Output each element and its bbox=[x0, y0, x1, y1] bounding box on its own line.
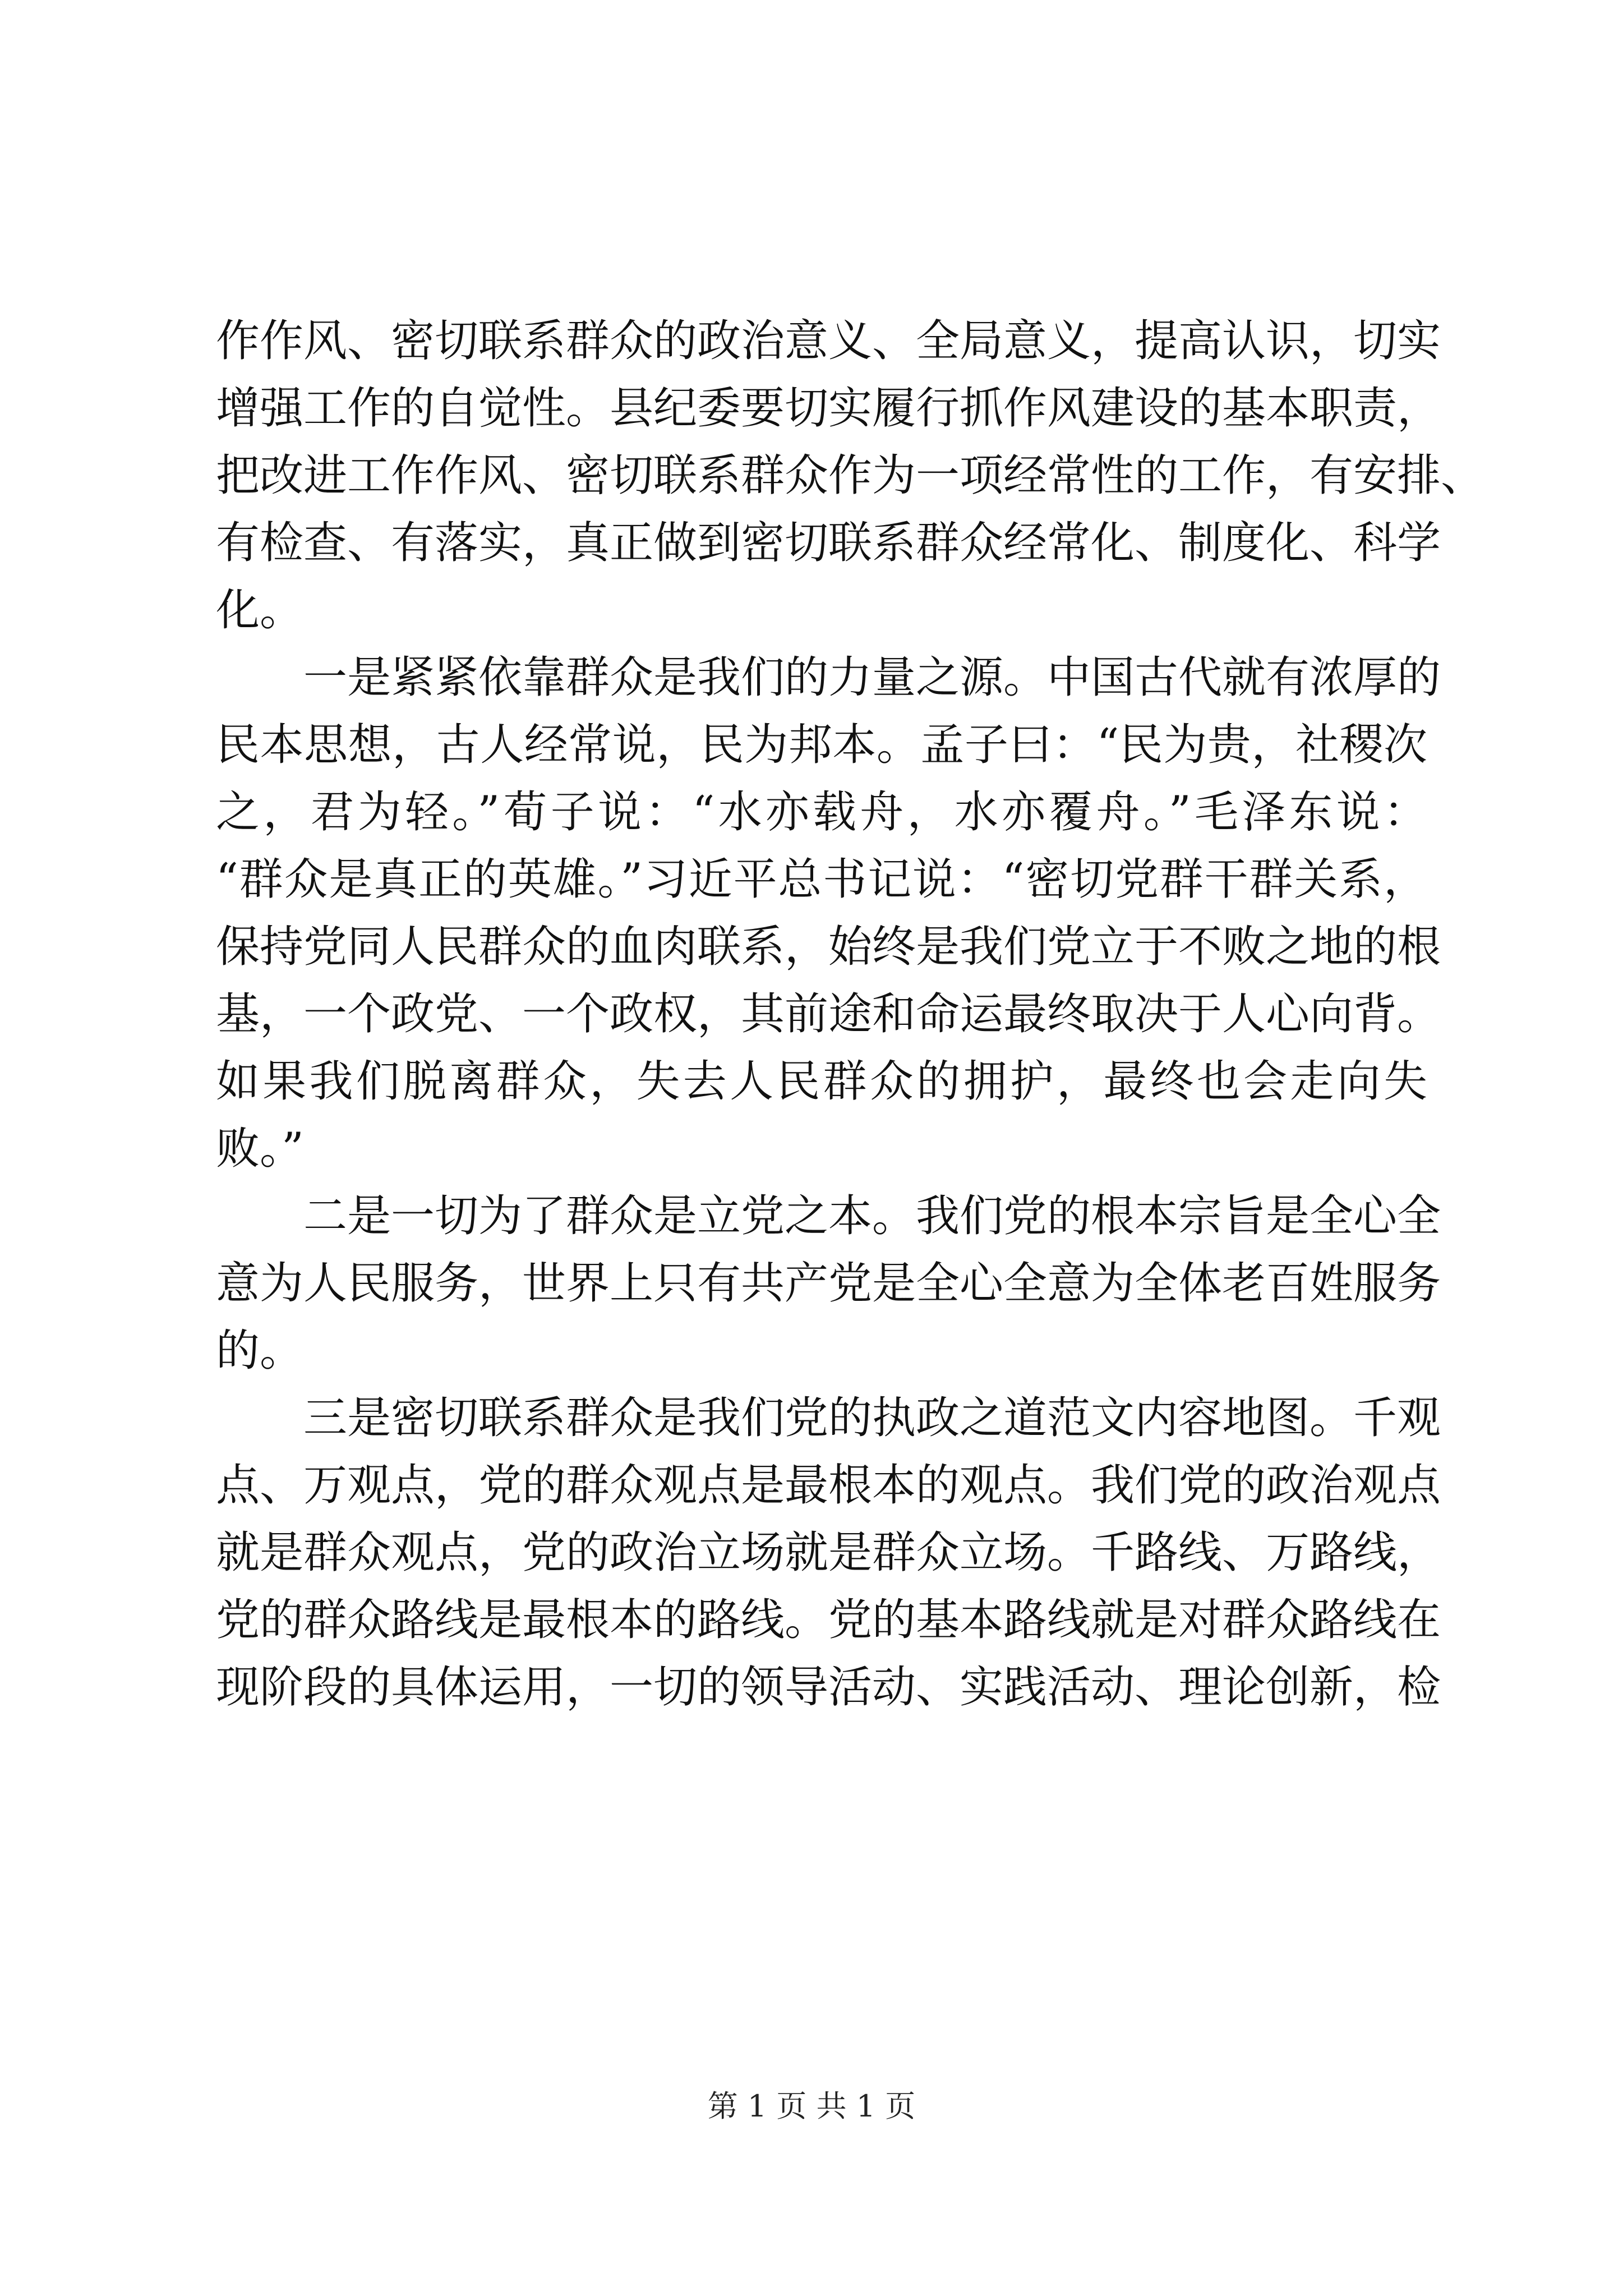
text-line: 就是群众观点，党的政治立场就是群众立场。千路线、万路线， bbox=[216, 1527, 1441, 1578]
text-line: 党的群众路线是最根本的路线。党的基本路线就是对群众路线在 bbox=[216, 1595, 1441, 1645]
text-line: 现阶段的具体运用，一切的领导活动、实践活动、理论创新，检 bbox=[216, 1662, 1441, 1713]
text-line: 增强工作的自觉性。县纪委要切实履行抓作风建设的基本职责， bbox=[216, 383, 1441, 434]
paragraph-first-line: 二是一切为了群众是立党之本。我们党的根本宗旨是全心全 bbox=[303, 1191, 1441, 1241]
text-line: 如果我们脱离群众，失去人民群众的拥护，最终也会走向失 bbox=[216, 1056, 1427, 1107]
page-number-label: 第 1 页 共 1 页 bbox=[707, 2088, 916, 2124]
text-line: 基，一个政党、一个政权，其前途和命运最终取决于人心向背。 bbox=[216, 989, 1441, 1039]
text-line: 把改进工作作风、密切联系群众作为一项经常性的工作，有安排、 bbox=[216, 450, 1485, 501]
body-text bbox=[216, 307, 1485, 1721]
text-line: 意为人民服务，世界上只有共产党是全心全意为全体老百姓服务 bbox=[216, 1258, 1441, 1309]
text-line: “群众是真正的英雄。”习近平总书记说：“密切党群干群关系， bbox=[216, 854, 1427, 905]
paragraph-first-line: 一是紧紧依靠群众是我们的力量之源。中国古代就有浓厚的 bbox=[303, 652, 1441, 703]
text-line: 民本思想，古人经常说，民为邦本。孟子曰：“民为贵，社稷次 bbox=[216, 720, 1427, 770]
text-line: 败。” bbox=[216, 1124, 304, 1174]
text-line: 的。 bbox=[216, 1326, 304, 1376]
text-line: 化。 bbox=[216, 585, 304, 636]
text-line: 之，君为轻。”荀子说：“水亦载舟，水亦覆舟。”毛泽东说： bbox=[216, 787, 1427, 838]
text-line: 有检查、有落实，真正做到密切联系群众经常化、制度化、科学 bbox=[216, 518, 1441, 568]
text-line: 作作风、密切联系群众的政治意义、全局意义，提高认识，切实 bbox=[216, 316, 1441, 366]
paragraph-first-line: 三是密切联系群众是我们党的执政之道范文内容地图。千观 bbox=[303, 1393, 1441, 1443]
text-line: 点、万观点，党的群众观点是最根本的观点。我们党的政治观点 bbox=[216, 1460, 1441, 1511]
page-footer bbox=[0, 2087, 1623, 2126]
text-line: 保持党同人民群众的血肉联系，始终是我们党立于不败之地的根 bbox=[216, 922, 1441, 972]
